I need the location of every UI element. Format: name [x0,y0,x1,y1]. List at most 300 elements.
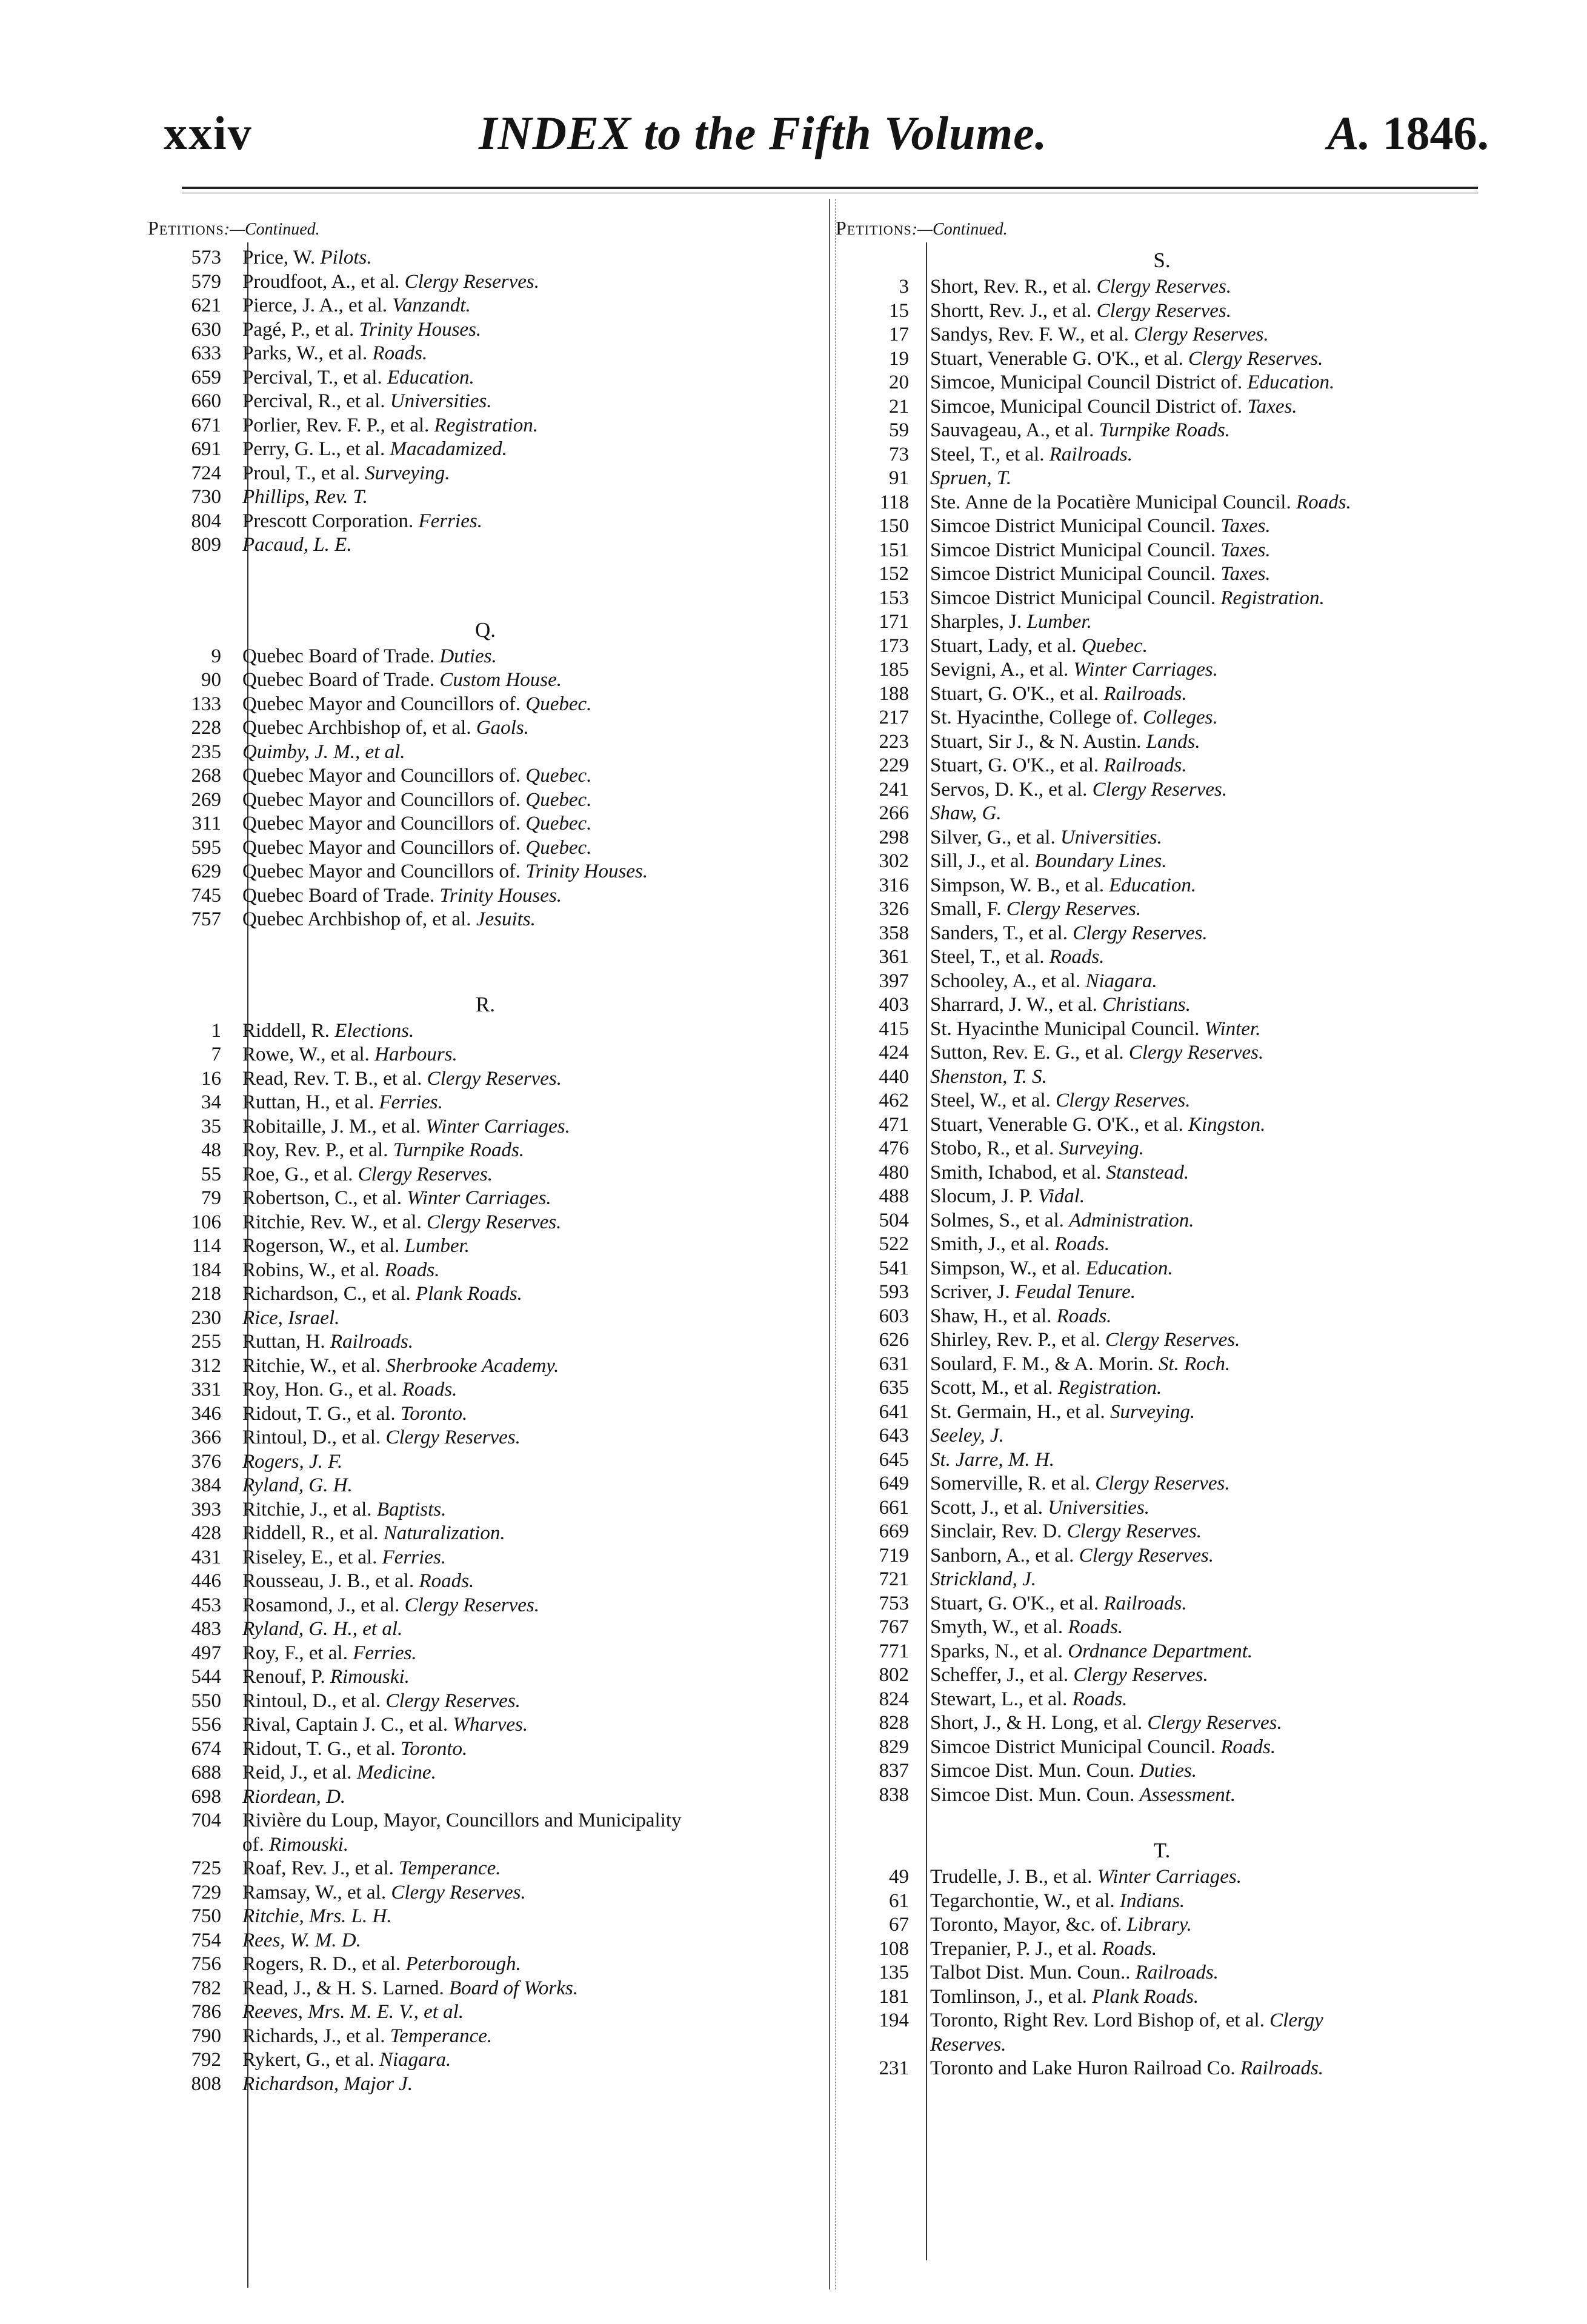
petition-subject: Surveying. [365,462,450,484]
petition-number: 786 [191,2001,221,2023]
petitioner-name: Rousseau, J. B., et al. [242,1570,414,1592]
index-entry [145,1402,825,1427]
petition-subject: Railroads. [330,1331,414,1353]
petition-number: 757 [191,908,221,930]
index-entry [145,1474,825,1498]
index-entry [145,1953,825,1977]
petition-number: 837 [879,1760,909,1782]
entry-text [930,1520,1491,1544]
petition-subject: Surveying. [1110,1400,1196,1423]
petition-subject: Clergy Reserves. [404,1594,540,1616]
index-entry [833,802,1491,826]
petitioner-name: Parks, W., et al. [242,342,368,364]
petitioner-name: Shaw, G. [930,802,1002,824]
petitioner-name: Sevigni, A., et al. [930,659,1069,681]
index-entry [145,1139,825,1163]
entry-text [930,1640,1491,1664]
petition-subject: Universities. [1060,826,1162,848]
entry-text [242,462,825,486]
index-entry [833,1759,1491,1783]
index-entry [145,1187,825,1211]
entry-text [930,778,1491,802]
petitioner-name: Steel, W., et al. [930,1090,1051,1111]
petition-number: 544 [191,1666,221,1688]
petition-subject: Clergy [1269,2009,1323,2031]
index-entry [145,884,825,908]
index-entry [833,1161,1491,1185]
petition-number: 17 [889,324,909,345]
petition-number: 185 [879,659,909,681]
index-entry [833,1353,1491,1377]
petition-subject: Roads. [372,342,428,364]
petition-subject: Clergy Reserves. [1134,324,1269,345]
petition-subject-cont: Reserves. [930,2033,1006,2056]
petitioner-name: Rowe, W., et al. [242,1044,370,1065]
petition-subject: Education. [1247,371,1335,393]
entry-text [242,1546,825,1570]
entry-text [930,1544,1491,1568]
petition-subject: Gaols. [476,717,529,739]
entry-text [930,1889,1491,1914]
index-entry [145,1354,825,1379]
petitioner-name: Rintoul, D., et al. [242,1690,381,1712]
entry-text [242,1402,825,1427]
entry-text [930,1688,1491,1712]
petitioner-name: Ritchie, Rev. W., et al. [242,1211,422,1233]
petitioner-name: Trepanier, P. J., et al. [930,1937,1097,1960]
entry-text [930,1663,1491,1688]
entry-text [242,1474,825,1498]
petition-number: 346 [191,1402,221,1425]
index-entry [145,1642,825,1666]
petition-number: 462 [879,1090,909,1111]
entry-text [930,754,1491,778]
index-entry [145,1570,825,1594]
entry-text [242,1665,825,1690]
page-header [0,106,1587,173]
index-entry [833,562,1491,587]
index-entry [833,1400,1491,1425]
entry-text [930,323,1491,347]
petition-subject: Universities. [390,390,492,412]
petition-number: 753 [879,1592,909,1614]
entry-text [930,1185,1491,1209]
petition-subject: Rimouski. [330,1666,410,1688]
petition-number: 550 [191,1690,221,1712]
index-entry [145,741,825,765]
index-entry [145,1881,825,1905]
year-value: 1846. [1382,107,1489,159]
petitioner-name: Servos, D. K., et al. [930,778,1088,801]
entry-text [242,1450,825,1474]
petition-subject: Registration. [1057,1377,1162,1399]
petitioner-name: Quebec Mayor and Councillors of. [242,765,521,787]
petition-number: 522 [879,1233,909,1255]
petition-number: 754 [191,1929,221,1951]
petitioner-name: Scriver, J. [930,1281,1010,1303]
petitioner-name: Sill, J., et al. [930,850,1030,872]
petition-number: 228 [191,717,221,739]
petitioner-name: Smith, J., et al. [930,1233,1050,1255]
petitioner-name: Stuart, Venerable G. O'K., et al. [930,347,1183,370]
petition-number: 171 [879,611,909,633]
entry-text [930,706,1491,730]
entry-text [242,1713,825,1737]
petitioner-name: Quebec Archbishop of, et al. [242,908,471,930]
petition-subject: Roads. [384,1259,440,1281]
petitioner-name: Rees, W. M. D. [242,1929,361,1951]
petition-number: 790 [191,2025,221,2047]
petitioner-name: St. Germain, H., et al. [930,1400,1105,1423]
petitioner-name: Roy, Hon. G., et al. [242,1379,398,1400]
index-entry [833,1280,1491,1305]
petition-number: 488 [879,1185,909,1207]
petitioner-name: Simcoe District Municipal Council. [930,1736,1216,1758]
petition-number: 595 [191,836,221,859]
heading-petitions: Petitions [148,217,224,239]
petition-number: 151 [879,539,909,561]
petitioner-name: Riseley, E., et al. [242,1546,378,1568]
petitioner-name: St. Hyacinthe Municipal Council. [930,1017,1200,1040]
year-prefix: A. [1327,107,1371,159]
index-entry [833,874,1491,898]
entry-text [242,1043,825,1067]
petition-subject: Clergy Reserves. [1073,1664,1208,1686]
petitioner-name: Rogers, R. D., et al. [242,1953,401,1975]
petitioner-name: Stuart, G. O'K., et al. [930,682,1099,705]
petition-number: 90 [201,669,221,691]
petition-number: 629 [191,861,221,882]
petition-subject: Assessment. [1139,1783,1236,1806]
petition-number: 424 [879,1042,909,1064]
entry-text [242,716,825,741]
petition-subject: Quebec. [525,693,592,715]
entry-text [242,1690,825,1714]
petitioner-name: Stuart, Sir J., & N. Austin. [930,730,1142,753]
petition-number: 471 [879,1113,909,1136]
index-entry [833,1328,1491,1353]
entry-text [242,1139,825,1163]
petitioner-name: Read, J., & H. S. Larned. [242,1977,444,1999]
petitioner-name: Simcoe District Municipal Council. [930,563,1216,585]
petition-number: 241 [879,778,909,801]
index-entry [145,716,825,741]
petition-number: 173 [879,634,909,657]
petition-subject: Colleges. [1143,707,1218,728]
petition-subject: Indians. [1119,1889,1185,1912]
index-entry [833,1089,1491,1113]
petition-number: 269 [191,788,221,811]
index-entry [145,1378,825,1402]
petition-number: 231 [879,2057,909,2079]
petitioner-name: Simcoe Dist. Mun. Coun. [930,1783,1135,1806]
petition-number: 504 [879,1209,909,1231]
petition-subject: Quebec. [1081,634,1148,657]
petition-subject: Winter. [1204,1017,1261,1040]
petitioner-name: Rogers, J. F. [242,1450,343,1473]
index-entry [833,682,1491,707]
petitioner-name: Percival, R., et al. [242,390,385,412]
petitioner-name: Stuart, G. O'K., et al. [930,754,1099,776]
index-entry [145,1665,825,1690]
index-entry [833,1985,1491,2009]
entry-text [242,1785,825,1810]
petition-subject: Registration. [1220,587,1325,609]
petitioner-name: Stewart, L., et al. [930,1688,1068,1710]
entry-text [242,908,825,932]
petition-subject: Roads. [1068,1616,1123,1638]
petitioner-name: Proul, T., et al. [242,462,361,484]
index-entry [833,2009,1491,2033]
petitioner-name: Sandys, Rev. F. W., et al. [930,324,1129,345]
index-entry [145,1019,825,1044]
entry-text [930,634,1491,659]
petition-number: 133 [191,693,221,715]
petition-subject: Railroads. [1240,2057,1324,2079]
petition-subject: Clergy Reserves. [1066,1520,1202,1542]
petitioner-name: Riddell, R. [242,1019,330,1042]
petition-subject: Quebec. [525,813,592,834]
entry-text [242,1737,825,1762]
index-entry [145,1091,825,1115]
petition-number: 729 [191,1881,221,1903]
entry-text [930,1783,1491,1808]
entry-text [930,1961,1491,1985]
petition-subject: Kingston. [1188,1113,1266,1136]
petitioner-name: Strickland, J. [930,1568,1037,1590]
index-entry [145,2048,825,2073]
entry-text [930,1865,1491,1889]
petition-number: 59 [889,419,909,441]
petition-number: 824 [879,1688,909,1710]
petition-subject: Turnpike Roads. [393,1139,525,1161]
petition-subject: Roads. [1102,1937,1157,1960]
entry-text [242,1091,825,1115]
index-entry [833,275,1491,299]
index-entry [833,1520,1491,1544]
entry-text [242,390,825,414]
petition-subject: Peterborough. [405,1953,521,1975]
entry-text [930,1400,1491,1425]
index-entry [833,347,1491,371]
petitioner-name: Smyth, W., et al. [930,1616,1063,1638]
index-entry [833,1472,1491,1496]
entry-text [242,741,825,765]
entry-text [930,874,1491,898]
petition-subject: Clergy Reserves. [391,1881,526,1903]
index-entry [145,2025,825,2049]
petitioner-name: Pierce, J. A., et al. [242,295,388,316]
petition-subject: Roads. [402,1379,457,1400]
petition-number: 73 [889,443,909,465]
index-entry [833,419,1491,443]
petitioner-name: Sanborn, A., et al. [930,1544,1074,1567]
petitioner-name: Talbot Dist. Mun. Coun.. [930,1962,1131,1983]
petitioner-name: Ridout, T. G., et al. [242,1402,396,1425]
petition-number: 698 [191,1785,221,1808]
entry-text [930,730,1491,754]
index-entry [833,1041,1491,1065]
petition-subject: Custom House. [439,669,562,691]
entry-text [242,1809,825,1833]
petitioner-name: Pacaud, L. E. [242,534,352,556]
index-entry [145,2000,825,2025]
petition-number: 91 [889,467,909,489]
petition-number: 397 [879,970,909,992]
petition-number: 255 [191,1331,221,1353]
index-entry [145,860,825,884]
petitioner-name: Schooley, A., et al. [930,970,1081,992]
petition-number: 767 [879,1616,909,1638]
petitioner-name: Smith, Ichabod, et al. [930,1161,1102,1184]
petitioner-name: Rosamond, J., et al. [242,1594,400,1616]
section-spacer [145,587,825,616]
petitioner-name: Tomlinson, J., et al. [930,1985,1087,2008]
entry-text [930,443,1491,467]
petition-subject: Clergy Reserves. [385,1690,521,1712]
entry-text [930,826,1491,850]
petition-number: 661 [879,1496,909,1519]
petitioner-name: Stobo, R., et al. [930,1137,1054,1159]
header-rule [182,187,1478,189]
petition-number: 266 [879,802,909,824]
index-entry [145,1857,825,1881]
index-entry [833,514,1491,539]
petitioner-name: Simpson, W., et al. [930,1257,1081,1279]
petitioner-name: St. Hyacinthe, College of. [930,707,1138,728]
entry-text [242,438,825,462]
petition-subject: Roads. [1049,946,1105,968]
index-entry [145,342,825,366]
petitioner-name: Steel, T., et al. [930,946,1045,968]
year-label [1327,106,1489,161]
petition-number: 626 [879,1329,909,1351]
petition-subject: Surveying. [1059,1137,1144,1159]
petition-subject: Baptists. [376,1498,447,1520]
petition-number: 19 [889,347,909,370]
entry-text [930,562,1491,587]
petition-subject: Sherbrooke Academy. [385,1354,559,1377]
petition-number: 152 [879,563,909,585]
index-entry [833,1937,1491,1962]
petition-subject: Taxes. [1220,563,1271,585]
entry-text [930,850,1491,874]
index-entry [833,706,1491,730]
column-divider [829,199,830,2289]
entry-text [930,1985,1491,2009]
petition-number: 691 [191,438,221,460]
index-entry [833,371,1491,395]
index-entry-continuation [833,2033,1491,2057]
entry-text [242,1259,825,1283]
petitioner-name: Quebec Mayor and Councillors of. [242,813,521,834]
petition-subject: Clergy Reserves. [1128,1042,1264,1064]
entry-text [930,1280,1491,1305]
index-entry [833,1865,1491,1889]
index-entry [833,443,1491,467]
petitioner-name: Seeley, J. [930,1425,1004,1447]
petitioner-name-cont: of. [242,1833,264,1856]
entry-text [930,2033,1491,2057]
entry-text [930,514,1491,539]
index-entry [833,1616,1491,1640]
petitioner-name: Ste. Anne de la Pocatière Municipal Council. [930,491,1291,513]
petition-number: 660 [191,390,221,412]
petitioner-name: Quimby, J. M., et al. [242,741,405,763]
index-entry [833,491,1491,515]
petition-subject: Wharves. [453,1714,528,1736]
petitioner-name: Solmes, S., et al. [930,1209,1064,1231]
petitioner-name: Scott, M., et al. [930,1377,1053,1399]
index-entry [145,1450,825,1474]
petitioner-name: Renouf, P. [242,1666,325,1688]
index-entry [145,1259,825,1283]
petition-number: 725 [191,1857,221,1879]
index-entry [145,1905,825,1929]
petition-number: 331 [191,1379,221,1400]
petition-number: 229 [879,754,909,776]
petition-number: 659 [191,366,221,388]
entry-text [242,645,825,669]
petitioner-name: Reid, J., et al. [242,1762,352,1783]
entry-text [242,1307,825,1331]
index-entry [145,1690,825,1714]
entry-text [930,1209,1491,1233]
index-entry [833,1663,1491,1688]
petition-number: 230 [191,1307,221,1329]
petitioner-name: Ridout, T. G., et al. [242,1737,396,1760]
petition-subject: Railroads. [1049,443,1133,465]
entry-text [242,1881,825,1905]
index-entry [833,1568,1491,1592]
petitioner-name: Rogerson, W., et al. [242,1235,400,1257]
petition-subject: Clergy Reserves. [1095,1473,1230,1494]
index-entry [145,812,825,836]
petitioner-name: Simcoe, Municipal Council District of. [930,395,1243,418]
petition-subject: Boundary Lines. [1034,850,1167,872]
index-entry [145,1713,825,1737]
entry-text [242,1761,825,1785]
petitioner-name: Richards, J., et al. [242,2025,385,2047]
index-entry [145,693,825,717]
petitioner-name: Roaf, Rev. J., et al. [242,1857,394,1879]
petitioner-name: Toronto, Mayor, &c. of. [930,1914,1122,1936]
petition-subject: Clergy Reserves. [404,270,540,293]
petition-number: 55 [201,1163,221,1185]
petitioner-name: Sinclair, Rev. D. [930,1520,1062,1542]
petition-subject: Winter Carriages. [407,1187,551,1209]
petition-subject: Clergy Reserves. [1073,922,1208,944]
petition-subject: Elections. [334,1019,414,1042]
petition-number: 829 [879,1736,909,1758]
petition-number: 1 [211,1019,221,1042]
petition-number: 453 [191,1594,221,1616]
entry-text [242,294,825,318]
entry-text [242,1857,825,1881]
petition-number: 497 [191,1642,221,1664]
index-entry [833,1961,1491,1985]
index-entry [833,1209,1491,1233]
entry-text [242,1019,825,1044]
index-entry [833,467,1491,491]
petitioner-name: Ryland, G. H., et al. [242,1618,403,1640]
petition-subject: Lumber. [404,1235,470,1257]
petition-number: 21 [889,395,909,418]
petition-subject: Winter Carriages. [1073,659,1218,681]
petitioner-name: Simcoe, Municipal Council District of. [930,371,1243,393]
petition-subject: Taxes. [1220,515,1271,537]
petition-number: 235 [191,741,221,763]
